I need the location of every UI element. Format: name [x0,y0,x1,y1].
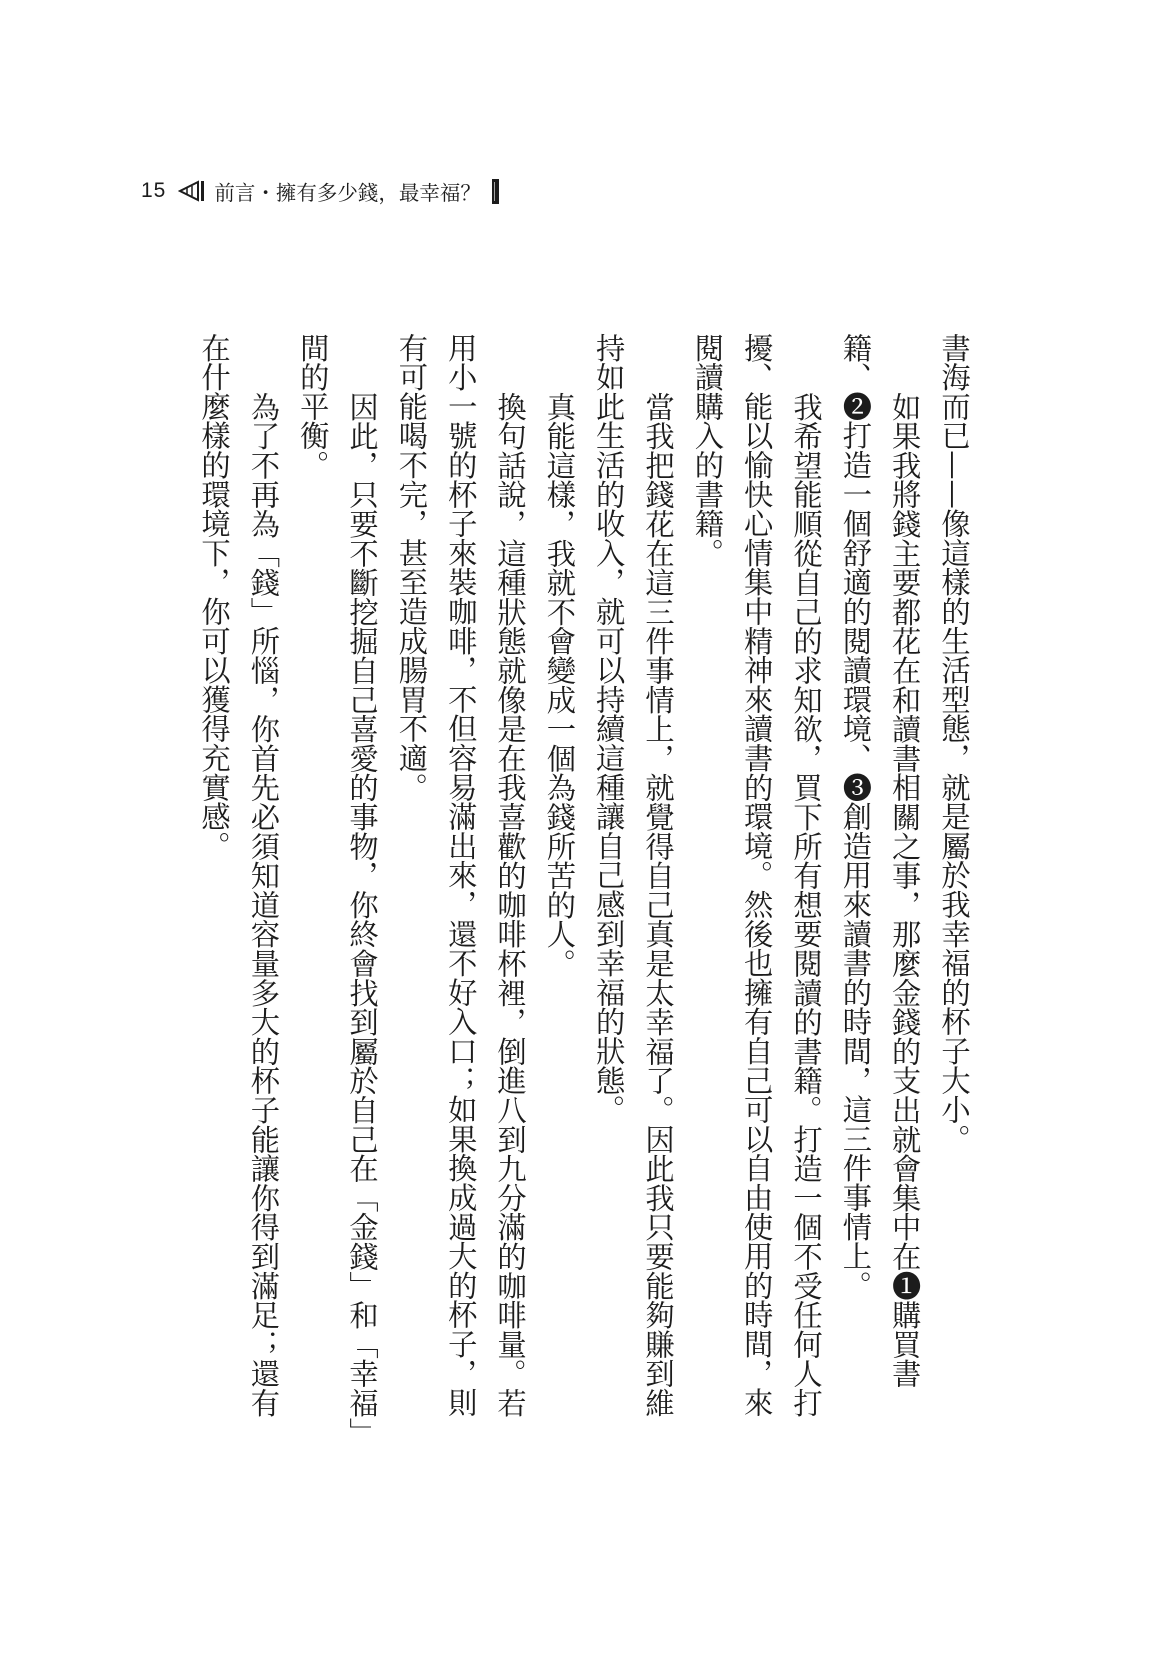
text-column: 閱讀購入的書籍。 [690,333,725,568]
paragraph [583,333,682,1458]
text-column: 當我把錢花在這三件事情上，就覺得自己真是太幸福了。因此我只要能夠賺到維 [641,391,676,1418]
left-arrow-icon [178,180,206,202]
text-column: 書海而已——像這樣的生活型態，就是屬於我幸福的杯子大小。 [937,333,971,1154]
running-head [141,178,500,204]
text-column: 擾、能以愉快心情集中精神來讀書的環境。然後也擁有自己可以自由使用的時間，來 [739,333,774,1418]
text-column: 用小一號的杯子來裝咖啡，不但容易滿出來，還不好入口；如果換成過大的杯子，則 [443,333,478,1418]
paragraph [534,333,583,1458]
text-column: 真能這樣，我就不會變成一個為錢所苦的人。 [542,391,577,978]
section-title: 前言・擁有多少錢，最幸福？ [214,181,481,205]
text-column: 有可能喝不完，甚至造成腸胃不適。 [394,333,429,802]
text-column: 我希望能順從自己的求知欲，買下所有想要閱讀的書籍。打造一個不受任何人打 [789,391,824,1418]
page-number: 15 [141,179,167,202]
paragraph [189,333,288,1458]
paragraph [830,333,929,1458]
text-column: 換句話說，這種狀態就像是在我喜歡的咖啡杯裡，倒進八到九分滿的咖啡量。若 [493,391,528,1418]
text-column: 因此，只要不斷挖掘自己喜愛的事物，你終會找到屬於自己在「金錢」和「幸福」 [345,391,380,1447]
text-column: 如果我將錢主要都花在和讀書相關之事，那麼金錢的支出就會集中在❶購買書 [887,391,922,1388]
body-text [188,333,978,1458]
bar-icon [492,179,500,204]
text-column: 間的平衡。 [295,333,330,480]
paragraph [287,333,386,1458]
paragraph [386,333,534,1458]
text-column: 為了不再為「錢」所惱，你首先必須知道容量多大的杯子能讓你得到滿足；還有 [246,391,281,1418]
text-column: 在什麼樣的環境下，你可以獲得充實感。 [197,333,232,861]
text-column: 籍、❷打造一個舒適的閱讀環境、❸創造用來讀書的時間，這三件事情上。 [838,333,873,1300]
paragraph [682,333,830,1458]
text-column: 持如此生活的收入，就可以持續這種讓自己感到幸福的狀態。 [591,333,626,1125]
paragraph [929,333,978,1458]
